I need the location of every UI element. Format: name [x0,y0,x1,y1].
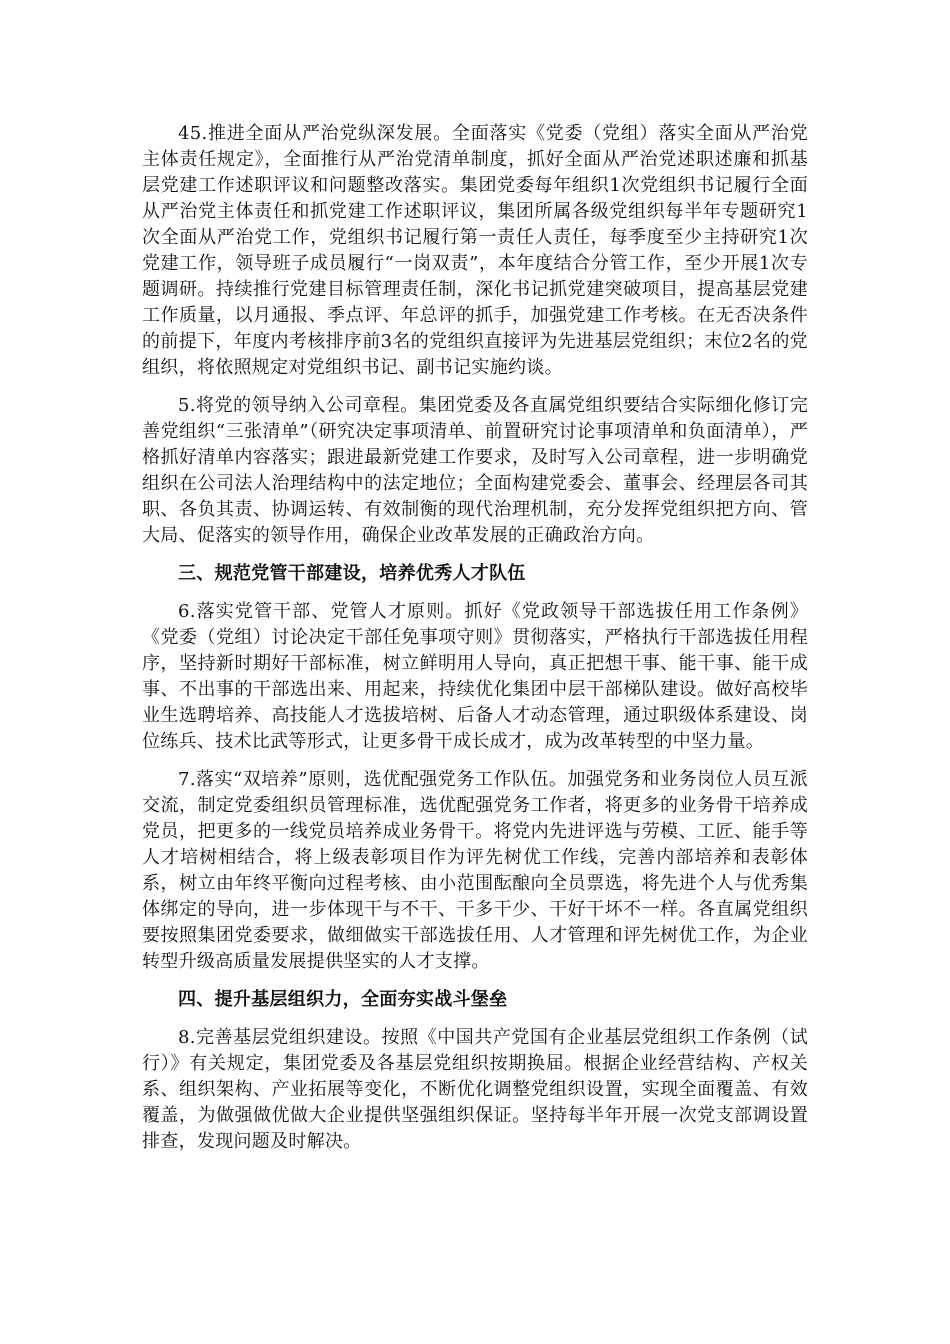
document-body [142,121,808,1167]
paragraph-item-6: 6.落实党管干部、党管人才原则。抓好《党政领导干部选拔任用工作条例》《党委（党组）讨论决定干部任免事项守则》贯彻落实，严格执行干部选拔任用程序，坚持新时期好干部标准，树立鲜明用人导向，真正把想干事、能干事、能干成事、不出事的干部选出来、用起来，持续优化集团中层干部梯队建设。做好高校毕业生选聘培养、高技能人才选拔培树、后备人才动态管理，通过职级体系建设、岗位练兵、技术比武等形式，让更多骨干成长成才，成为改革转型的中坚力量。 [142,601,808,752]
paragraph-item-45: 45.推进全面从严治党纵深发展。全面落实《党委（党组）落实全面从严治党主体责任规定》，全面推行从严治党清单制度，抓好全面从严治党述职述廉和抓基层党建工作述职评议和问题整改落实。集团党委每年组织1次党组织书记履行全面从严治党主体责任和抓党建工作述职评议，集团所属各级党组织每半年专题研究1次全面从严治党工作，党组织书记履行第一责任人责任，每季度至少主持研究1次党建工作，领导班子成员履行“一岗双责”，本年度结合分管工作，至少开展1次专题调研。持续推行党建目标管理责任制，深化书记抓党建突破项目，提高基层党建工作质量，以月通报、季点评、年总评的抓手，加强党建工作考核。在无否决条件的前提下，年度内考核排序前3名的党组织直接评为先进基层党组织；末位2名的党组织，将依照规定对党组织书记、副书记实施约谈。 [142,123,808,378]
paragraph-item-5: 5.将党的领导纳入公司章程。集团党委及各直属党组织要结合实际细化修订完善党组织“三张清单”（研究决定事项清单、前置研究讨论事项清单和负面清单），严格抓好清单内容落实；跟进最新党建工作要求，及时写入公司章程，进一步明确党组织在公司法人治理结构中的法定地位；全面构建党委会、董事会、经理层各司其职、各负其责、协调运转、有效制衡的现代治理机制，充分发挥党组织把方向、管大局、促落实的领导作用，确保企业改革发展的正确政治方向。 [142,395,808,546]
paragraph-item-8: 8.完善基层党组织建设。按照《中国共产党国有企业基层党组织工作条例（试行）》有关规定，集团党委及各基层党组织按期换届。根据企业经营结构、产权关系、组织架构、产业拓展等变化，不断优化调整党组织设置，实现全面覆盖、有效覆盖，为做强做优做大企业提供坚强组织保证。坚持每半年开展一次党支部调设置排查，发现问题及时解决。 [142,1027,808,1152]
section-heading-3: 三、规范党管干部建设，培养优秀人才队伍 [178,563,526,584]
paragraph-item-7: 7.落实“双培养”原则，选优配强党务工作队伍。加强党务和业务岗位人员互派交流，制定党委组织员管理标准，选优配强党务工作者，将更多的业务骨干培养成党员，把更多的一线党员培养成业务骨干。将党内先进评选与劳模、工匠、能手等人才培树相结合，将上级表彰项目作为评先树优工作线，完善内部培养和表彰体系，树立由年终平衡向过程考核、由小范围酝酿向全员票选，将先进个人与优秀集体绑定的导向，进一步体现干与不干、干多干少、干好干坏不一样。各直属党组织要按照集团党委要求，做细做实干部选拔任用、人才管理和评先树优工作，为企业转型升级高质量发展提供坚实的人才支撑。 [142,769,808,972]
section-heading-4: 四、提升基层组织力，全面夯实战斗堡垒 [178,989,508,1010]
